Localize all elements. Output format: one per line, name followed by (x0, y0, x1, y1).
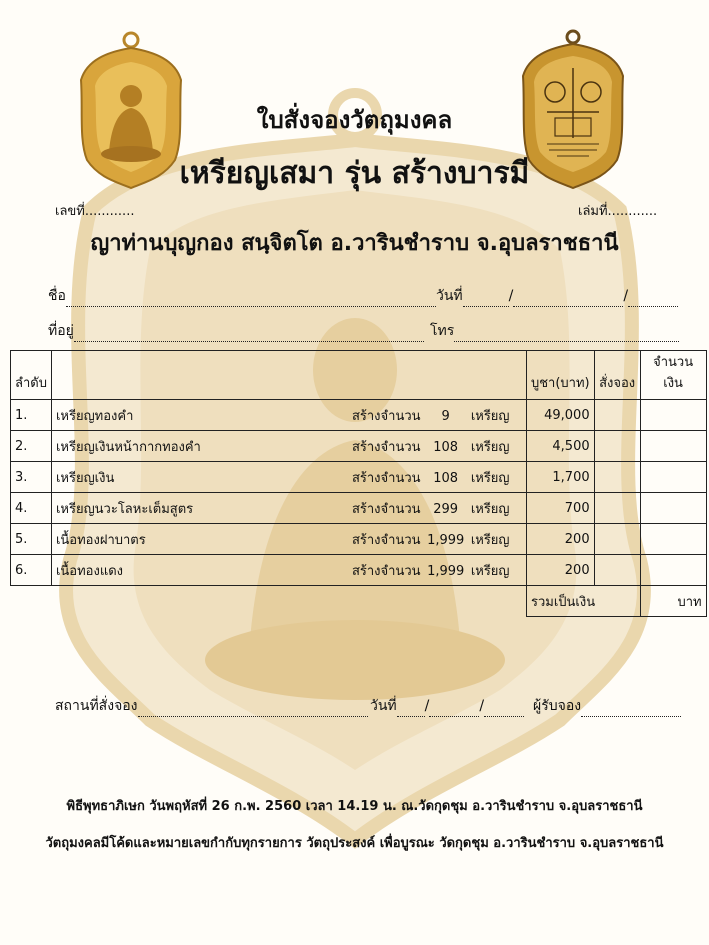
row-item: เหรียญทองคำ (55, 408, 134, 424)
row-item: เหรียญเงิน (55, 470, 115, 486)
row-no: 4. (11, 493, 52, 524)
row-no: 2. (11, 431, 52, 462)
row-unit: เหรียญ (470, 439, 510, 455)
row-built-prefix: สร้างจำนวน (351, 501, 421, 517)
row-item: เหรียญเงินหน้ากากทองคำ (55, 439, 201, 455)
place-label: สถานที่สั่งจอง (55, 698, 138, 714)
form-title: ใบสั่งจองวัตถุมงคล (256, 106, 453, 134)
row-item-cell (51, 493, 526, 524)
total-spacer (11, 586, 52, 617)
row-item-cell (51, 462, 526, 493)
document-number-label: เลขที่............ (55, 204, 135, 219)
row-amount-input[interactable] (640, 462, 706, 493)
row-price: 1,700 (526, 462, 594, 493)
row-order-input[interactable] (594, 555, 640, 586)
row-price: 200 (526, 524, 594, 555)
book-number-label: เล่มที่............ (578, 204, 658, 219)
order-date-label: วันที่ (370, 698, 397, 714)
row-price: 200 (526, 555, 594, 586)
row-order-input[interactable] (594, 431, 640, 462)
table-header-row (11, 351, 707, 400)
row-order-input[interactable] (594, 462, 640, 493)
table-row (11, 555, 707, 586)
address-label: ที่อยู่ (48, 323, 74, 339)
row-built-prefix: สร้างจำนวน (351, 408, 421, 424)
row-item: เหรียญนวะโลหะเต็มสูตร (55, 501, 194, 517)
phone-dotted-line (454, 327, 679, 342)
row-price: 49,000 (526, 400, 594, 431)
total-row (11, 586, 707, 617)
row-count: 9 (441, 408, 450, 424)
row-no: 1. (11, 400, 52, 431)
monk-name-title: ญาท่านบุญกอง สนฺจิตโต อ.วารินชำราบ จ.อุบลราชธานี (90, 231, 619, 256)
row-amount-input[interactable] (640, 431, 706, 462)
order-place-field[interactable] (55, 695, 368, 717)
medal-series-title: เหรียญเสมา รุ่น สร้างบารมี (179, 156, 530, 191)
place-dotted-line (138, 702, 368, 717)
name-field[interactable] (48, 285, 436, 307)
row-order-input[interactable] (594, 400, 640, 431)
order-year-line (484, 702, 524, 717)
date-day-line (463, 292, 509, 307)
row-amount-input[interactable] (640, 524, 706, 555)
total-label: รวมเป็นเงิน (526, 586, 640, 617)
phone-field[interactable] (430, 320, 679, 342)
row-unit: เหรียญ (470, 408, 510, 424)
row-item-cell (51, 524, 526, 555)
row-order-input[interactable] (594, 493, 640, 524)
row-count: 299 (433, 501, 459, 517)
row-amount-input[interactable] (640, 493, 706, 524)
row-built-prefix: สร้างจำนวน (351, 563, 421, 579)
table-row (11, 524, 707, 555)
row-count: 108 (433, 470, 459, 486)
row-count: 1,999 (427, 532, 465, 548)
receiver-field[interactable] (533, 695, 681, 717)
order-date-field[interactable]: วันที่ / / (370, 695, 524, 717)
row-built-prefix: สร้างจำนวน (351, 470, 421, 486)
row-unit: เหรียญ (470, 563, 510, 579)
order-day-line (397, 702, 425, 717)
receiver-dotted-line (581, 702, 681, 717)
header-item (51, 351, 526, 400)
row-no: 3. (11, 462, 52, 493)
row-no: 5. (11, 524, 52, 555)
row-item-cell (51, 555, 526, 586)
row-count: 108 (433, 439, 459, 455)
date-year-line (628, 292, 678, 307)
header-no: ลำดับ (11, 351, 52, 400)
date-field[interactable]: วันที่ / / (436, 285, 678, 307)
order-month-line (429, 702, 479, 717)
row-amount-input[interactable] (640, 400, 706, 431)
row-count: 1,999 (427, 563, 465, 579)
row-item-cell (51, 431, 526, 462)
header-amount: จำนวนเงิน (640, 351, 706, 400)
total-spacer (51, 586, 526, 617)
row-order-input[interactable] (594, 524, 640, 555)
table-row (11, 462, 707, 493)
row-item: เนื้อทองแดง (55, 563, 123, 579)
receiver-label: ผู้รับจอง (533, 698, 582, 714)
table-row (11, 400, 707, 431)
address-field[interactable] (48, 320, 424, 342)
row-unit: เหรียญ (470, 501, 510, 517)
row-item-cell (51, 400, 526, 431)
name-dotted-line (66, 292, 436, 307)
row-unit: เหรียญ (470, 470, 510, 486)
row-no: 6. (11, 555, 52, 586)
phone-label: โทร (430, 323, 455, 339)
name-label: ชื่อ (48, 288, 66, 304)
date-label: วันที่ (436, 288, 463, 304)
table-row (11, 493, 707, 524)
row-price: 4,500 (526, 431, 594, 462)
row-amount-input[interactable] (640, 555, 706, 586)
row-item: เนื้อทองฝาบาตร (55, 532, 146, 548)
address-dotted-line (74, 327, 424, 342)
ceremony-info: พิธีพุทธาภิเษก วันพฤหัสที่ 26 ก.พ. 2560 เวลา 14.19 น. ณ.วัดกุดชุม อ.วารินชำราบ จ.อุบลราชธานี (66, 799, 643, 814)
row-price: 700 (526, 493, 594, 524)
table-row (11, 431, 707, 462)
purpose-info: วัตถุมงคลมีโค้ดและหมายเลขกำกับทุกรายการ วัตถุประสงค์ เพื่อบูรณะ วัดกุดชุม อ.วารินชำราบ จ.อุบลราชธานี (45, 836, 664, 851)
row-built-prefix: สร้างจำนวน (351, 439, 421, 455)
order-table (10, 350, 707, 617)
date-month-line (513, 292, 623, 307)
total-unit: บาท (640, 586, 706, 617)
row-unit: เหรียญ (470, 532, 510, 548)
header-price: บูชา(บาท) (526, 351, 594, 400)
header-order: สั่งจอง (594, 351, 640, 400)
row-built-prefix: สร้างจำนวน (351, 532, 421, 548)
